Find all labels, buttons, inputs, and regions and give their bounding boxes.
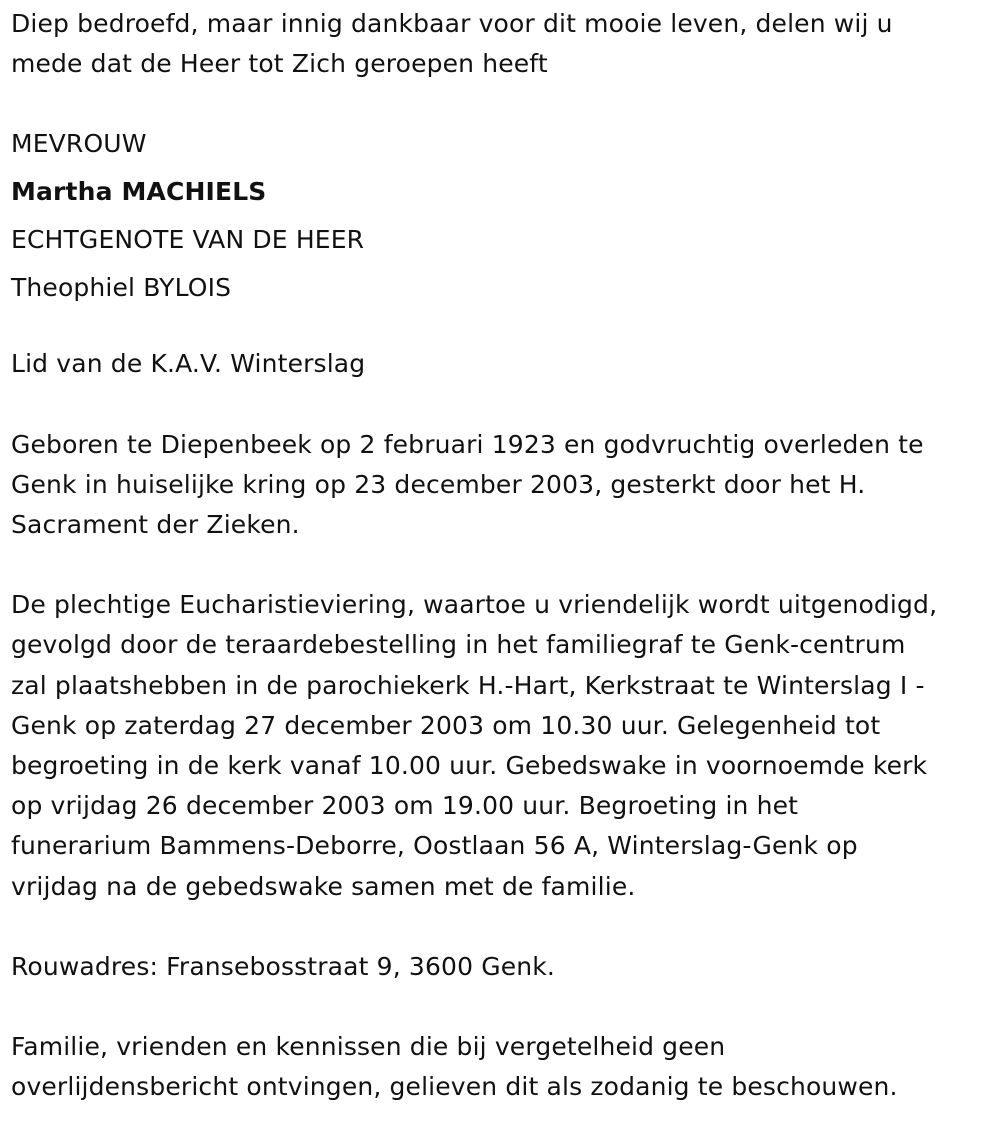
closing-paragraph — [11, 1027, 996, 1107]
birth-death-line: Genk in huiselijke kring op 23 december 2003, gesterkt door het H. — [11, 469, 866, 499]
person-title: MEVROUW — [11, 129, 147, 159]
person-relation: ECHTGENOTE VAN DE HEER — [11, 225, 365, 255]
spacer — [11, 987, 996, 1027]
membership-line: Lid van de K.A.V. Winterslag — [11, 349, 366, 379]
spacer — [11, 545, 996, 585]
ceremony-line: gevolgd door de teraardebestelling in het familiegraf te Genk-centrum — [11, 630, 906, 660]
birth-death-paragraph — [11, 425, 996, 546]
spacer — [11, 312, 996, 344]
ceremony-line: Genk op zaterdag 27 december 2003 om 10.30 uur. Gelegenheid tot — [11, 710, 881, 740]
obituary-notice — [11, 4, 996, 1107]
spacer — [11, 84, 996, 124]
spouse-name: Theophiel BYLOIS — [11, 273, 232, 303]
ceremony-line: vrijdag na de gebedswake samen met de familie. — [11, 871, 636, 901]
ceremony-line: begroeting in de kerk vanaf 10.00 uur. Gebedswake in voornoemde kerk — [11, 751, 928, 781]
intro-paragraph — [11, 4, 996, 84]
ceremony-line: zal plaatshebben in de parochiekerk H.-Hart, Kerkstraat te Winterslag I - — [11, 670, 925, 700]
address-line: Rouwadres: Fransebosstraat 9, 3600 Genk. — [11, 951, 556, 981]
ceremony-line: De plechtige Eucharistieviering, waartoe u vriendelijk wordt uitgenodigd, — [11, 590, 938, 620]
person-name: Martha MACHIELS — [11, 177, 267, 207]
ceremony-paragraph — [11, 585, 996, 907]
spacer — [11, 385, 996, 425]
intro-line: mede dat de Heer tot Zich geroepen heeft — [11, 49, 548, 79]
closing-line: Familie, vrienden en kennissen die bij vergetelheid geen — [11, 1032, 726, 1062]
person-block — [11, 120, 996, 312]
ceremony-line: funerarium Bammens-Deborre, Oostlaan 56 A, Winterslag-Genk op — [11, 831, 858, 861]
birth-death-line: Geboren te Diepenbeek op 2 februari 1923 en godvruchtig overleden te — [11, 429, 924, 459]
intro-line: Diep bedroefd, maar innig dankbaar voor dit mooie leven, delen wij u — [11, 9, 893, 38]
spacer — [11, 907, 996, 947]
birth-death-line: Sacrament der Zieken. — [11, 510, 300, 540]
ceremony-line: op vrijdag 26 december 2003 om 19.00 uur. Begroeting in het — [11, 791, 799, 821]
closing-line: overlijdensbericht ontvingen, gelieven dit als zodanig te beschouwen. — [11, 1072, 898, 1102]
